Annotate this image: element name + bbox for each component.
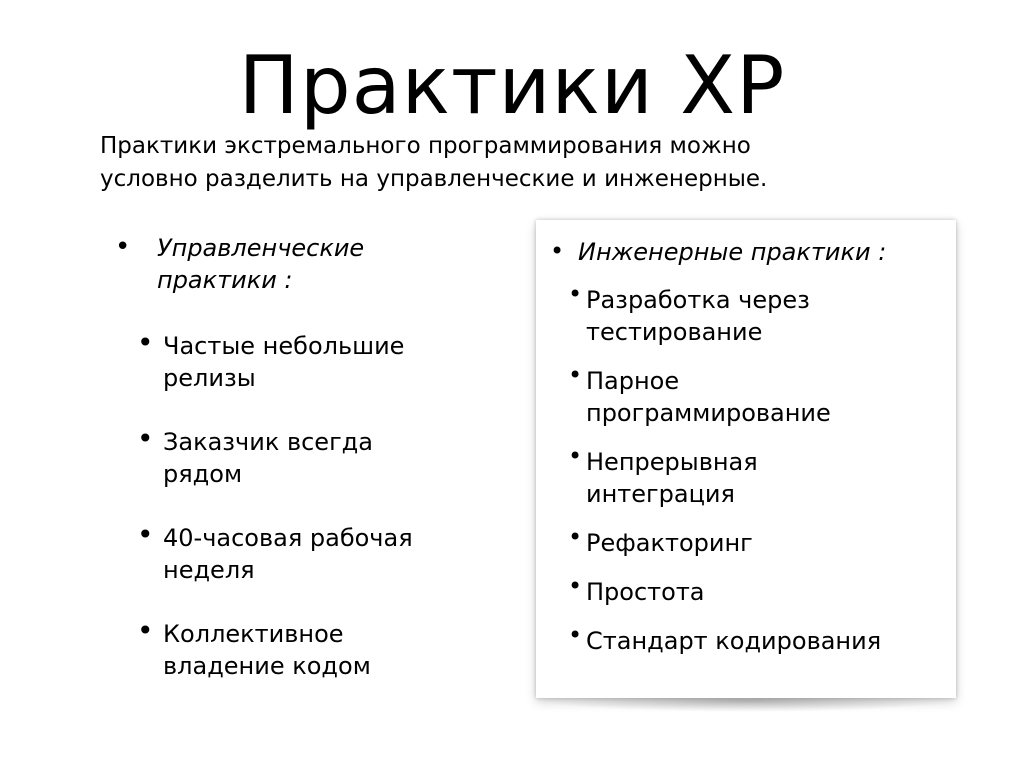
list-item [568, 523, 948, 559]
management-heading-line-2: практики : [157, 266, 293, 294]
engineering-practices-list [568, 280, 948, 674]
list-item-text: Стандарт кодирования [586, 627, 882, 655]
list-item-text: Парное [586, 367, 680, 395]
bullet-icon: • [115, 232, 131, 262]
bullet-icon: • [137, 422, 154, 455]
bullet-icon: • [568, 572, 583, 600]
bullet-icon: • [137, 518, 154, 551]
intro-line-1: Практики экстремального программирования можно [100, 133, 751, 159]
list-item [568, 621, 948, 657]
management-practices-column [115, 232, 495, 680]
engineering-heading-text: Инженерные практики : [578, 238, 887, 266]
bullet-icon: • [137, 326, 154, 359]
intro-text [100, 130, 920, 196]
list-item [568, 280, 948, 348]
list-item-text: Непрерывная [586, 448, 758, 476]
list-item-text: тестирование [586, 318, 763, 346]
engineering-practices-panel [536, 220, 956, 698]
list-item [568, 361, 948, 429]
list-item-text: неделя [163, 556, 255, 584]
bullet-icon: • [550, 237, 565, 265]
list-item [568, 442, 948, 510]
bullet-icon: • [568, 280, 583, 308]
bullet-icon: • [568, 523, 583, 551]
management-practices-list [137, 326, 477, 714]
list-item-text: Разработка через [586, 286, 810, 314]
bullet-icon: • [568, 621, 583, 649]
list-item-text: рядом [163, 460, 243, 488]
list-item-text: Заказчик всегда [163, 428, 373, 456]
bullet-icon: • [568, 361, 583, 389]
list-item-text: Коллективное [163, 620, 344, 648]
list-item-text: Рефакторинг [586, 529, 753, 557]
list-item-text: 40-часовая рабочая [163, 524, 413, 552]
list-item-text: интеграция [586, 480, 735, 508]
list-item [137, 326, 477, 394]
list-item [568, 572, 948, 608]
intro-line-2: условно разделить на управленческие и инженерные. [100, 166, 768, 192]
list-item-text: Частые небольшие [163, 332, 405, 360]
list-item-text: программирование [586, 399, 831, 427]
management-practices-heading [115, 232, 495, 296]
management-heading-line-1: Управленческие [157, 234, 365, 262]
list-item-text: Простота [586, 578, 705, 606]
list-item [137, 518, 477, 586]
bullet-icon: • [137, 614, 154, 647]
slide-title: Практики XP [238, 39, 786, 132]
list-item [137, 614, 477, 682]
bullet-icon: • [568, 442, 583, 470]
list-item-text: релизы [163, 364, 256, 392]
list-item [137, 422, 477, 490]
engineering-practices-heading [550, 236, 886, 268]
list-item-text: владение кодом [163, 652, 371, 680]
